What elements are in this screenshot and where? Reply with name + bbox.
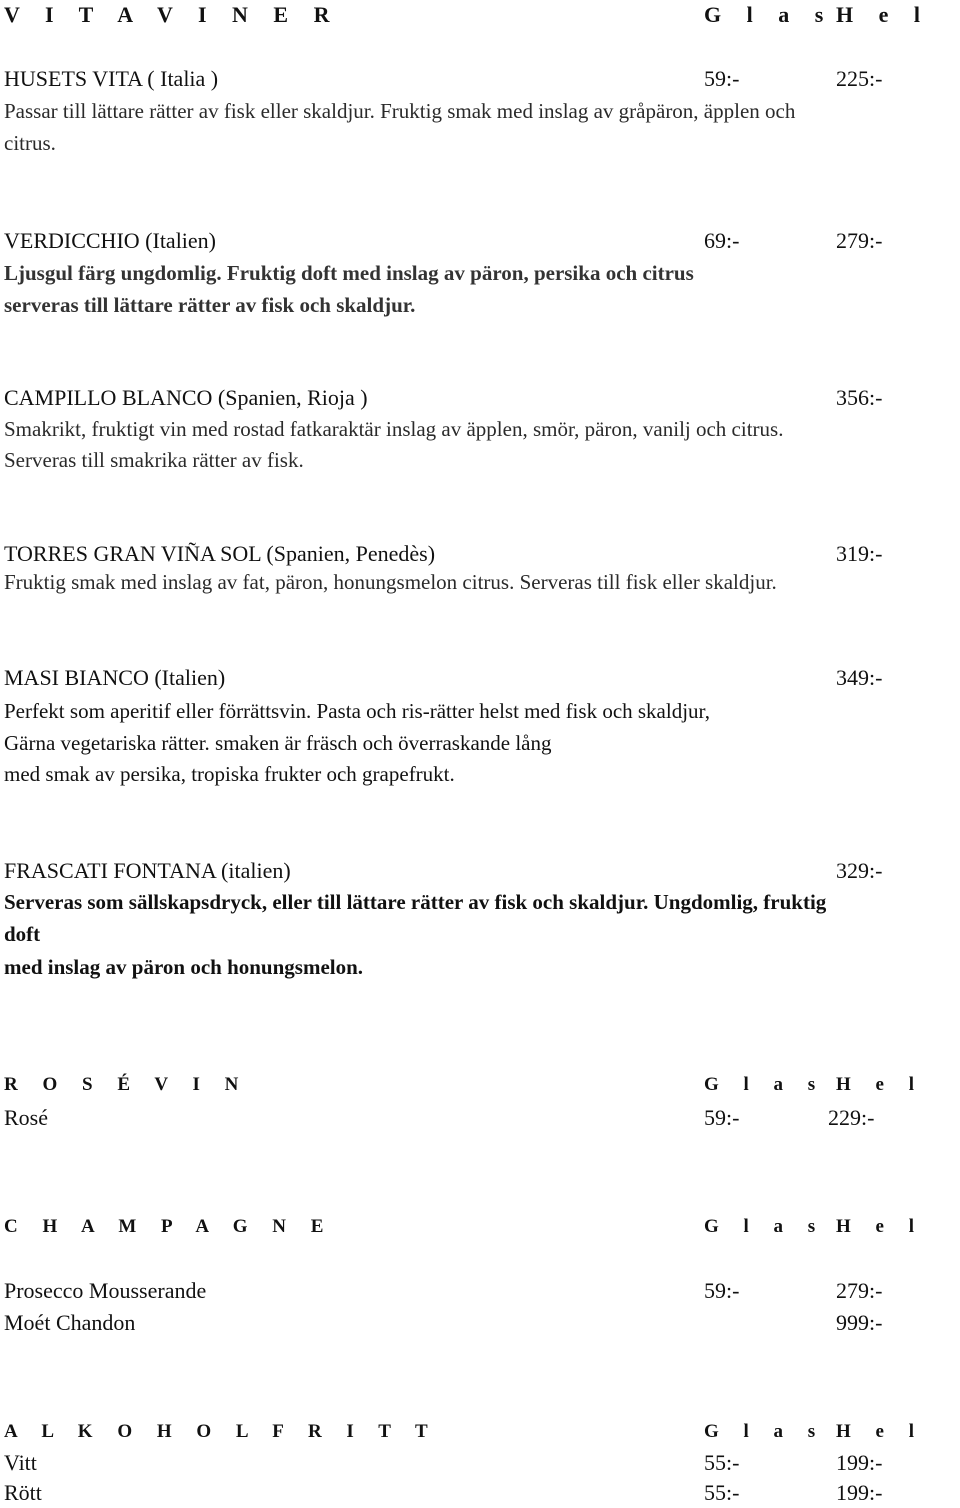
wine-name: CAMPILLO BLANCO (Spanien, Rioja ) xyxy=(4,385,368,410)
wine-description: Serveras som sällskapsdryck, eller till lättare rätter av fisk och skaldjur. Ungdomlig, fruktig xyxy=(4,890,827,914)
wine-description: serveras till lättare rätter av fisk och skaldjur. xyxy=(4,293,416,317)
wine-description: Gärna vegetariska rätter. smaken är fräsch och överraskande lång xyxy=(4,731,552,755)
wine-name: Prosecco Mousserande xyxy=(4,1278,207,1303)
price-hel: 279:- xyxy=(836,1278,883,1303)
column-header-glas: G l a s xyxy=(704,1074,826,1095)
column-header-hel: H e l xyxy=(836,1074,924,1095)
wine-description: med smak av persika, tropiska frukter och grapefrukt. xyxy=(4,762,455,786)
section-title-rose: R O S É V I N xyxy=(4,1074,249,1095)
wine-description: Fruktig smak med inslag av fat, päron, honungsmelon citrus. Serveras till fisk eller skaldjur. xyxy=(4,570,777,594)
wine-name: Rosé xyxy=(4,1105,48,1130)
price-hel: 199:- xyxy=(836,1480,883,1505)
price-glas: 55:- xyxy=(704,1480,740,1505)
wine-description: Perfekt som aperitif eller förrättsvin. Pasta och ris-rätter helst med fisk och skaldjur, xyxy=(4,699,710,723)
wine-name: VERDICCHIO (Italien) xyxy=(4,228,217,253)
column-header-glas: G l a s xyxy=(704,1421,826,1442)
wine-name: Vitt xyxy=(4,1450,37,1475)
column-header-hel: H e l xyxy=(836,2,930,27)
wine-description: Smakrikt, fruktigt vin med rostad fatkaraktär inslag av äpplen, smör, päron, vanilj och citrus. xyxy=(4,417,784,441)
price-glas: 59:- xyxy=(704,1105,740,1130)
section-title-champagne: C H A M P A G N E xyxy=(4,1216,334,1237)
wine-description: Ljusgul färg ungdomlig. Fruktig doft med inslag av päron, persika och citrus xyxy=(4,261,694,285)
wine-name: FRASCATI FONTANA (italien) xyxy=(4,858,291,883)
price-hel: 199:- xyxy=(836,1450,883,1475)
column-header-glas: G l a s xyxy=(704,1216,826,1237)
section-title-white-wines: V I T A V I N E R xyxy=(4,2,340,27)
column-header-hel: H e l xyxy=(836,1421,924,1442)
wine-description: Serveras till smakrika rätter av fisk. xyxy=(4,448,304,472)
wine-name: MASI BIANCO (Italien) xyxy=(4,665,226,690)
wine-name: Moét Chandon xyxy=(4,1310,136,1335)
price-glas: 69:- xyxy=(704,228,740,253)
column-header-glas: G l a s xyxy=(704,2,834,27)
price-hel: 356:- xyxy=(836,385,883,410)
price-glas: 59:- xyxy=(704,66,740,91)
price-hel: 349:- xyxy=(836,665,883,690)
price-hel: 225:- xyxy=(836,66,883,91)
wine-name: HUSETS VITA ( Italia ) xyxy=(4,66,219,91)
wine-description: med inslag av päron och honungsmelon. xyxy=(4,955,364,979)
section-title-alcohol-free: A L K O H O L F R I T T xyxy=(4,1421,438,1442)
price-glas: 55:- xyxy=(704,1450,740,1475)
price-hel: 279:- xyxy=(836,228,883,253)
wine-description: citrus. xyxy=(4,131,56,155)
column-header-hel: H e l xyxy=(836,1216,924,1237)
wine-name: Rött xyxy=(4,1480,42,1505)
wine-description: Passar till lättare rätter av fisk eller skaldjur. Fruktig smak med inslag av gråpäron, äpplen och xyxy=(4,99,796,123)
price-glas: 59:- xyxy=(704,1278,740,1303)
price-hel: 999:- xyxy=(836,1310,883,1335)
price-hel: 319:- xyxy=(836,541,883,566)
price-hel: 329:- xyxy=(836,858,883,883)
price-hel: 229:- xyxy=(828,1105,875,1130)
wine-name: TORRES GRAN VIÑA SOL (Spanien, Penedès) xyxy=(4,541,436,566)
wine-description: doft xyxy=(4,922,41,946)
